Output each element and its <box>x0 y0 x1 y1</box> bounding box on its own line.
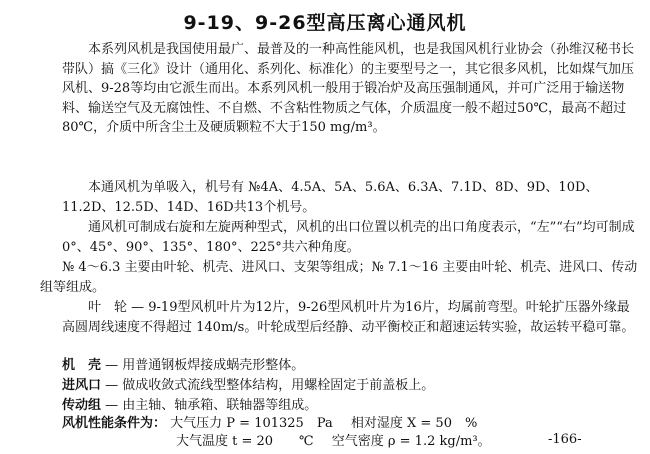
impeller-paragraph: 叶 轮 — 9-19型风机叶片为12片，9-26型风机叶片为16片，均属前弯型。叶轮扩压器外缘最高圆周线速度不得超过 140m/s。叶轮成型后经静、动平衡校正和超速运转实验，故运转平稳可靠。 <box>62 300 635 335</box>
component-dash: — <box>105 358 119 373</box>
component-label: 传动组 <box>62 398 102 413</box>
component-text: 用普通钢板焊接成蜗壳形整体。 <box>122 358 305 373</box>
component-text: 做成收敛式流线型整体结构，用螺栓固定于前盖板上。 <box>122 378 435 393</box>
intro-paragraph: 本系列风机是我国使用最广、最普及的一种高性能风机，也是我国风机行业协会（孙维汉秘书长带队）搞《三化》设计（通用化、系列化、标准化）的主要型号之一，其它很多风机，比如煤气加压风机、9-28等均由它派生而出。本系列风机一般用于锻冶炉及高压强制通风，并可广泛用于输送物料、输送空气及无腐蚀性、不自燃、不含粘性物质之气体，介质温度一般不超过50℃，最高不超过80℃，介质中所含尘土及硬质颗粒不大于150 mg/m³。 <box>62 42 635 135</box>
model-numbers-paragraph: 本通风机为单吸入，机号有 №4A、4.5A、5A、5.6A、6.3A、7.1D、8D、9D、10D、11.2D、12.5D、14D、16D共13个机号。 <box>62 180 599 215</box>
temperature-value: 大气温度 t = 20 ℃ <box>176 434 314 449</box>
humidity-value: 相对湿度 X = 50 % <box>350 416 478 431</box>
conditions-label: 风机性能条件为： <box>62 416 167 431</box>
conditions-row-2 <box>176 432 546 451</box>
component-inlet <box>62 376 642 395</box>
component-text: 由主轴、轴承箱、联轴器等组成。 <box>122 398 318 413</box>
component-drive <box>62 396 642 415</box>
component-label: 机 壳 <box>62 358 102 373</box>
component-dash: — <box>105 378 119 393</box>
component-label: 进风口 <box>62 378 102 393</box>
conditions-row-1 <box>62 414 642 433</box>
component-casing <box>62 356 642 375</box>
rotation-paragraph: 通风机可制成右旋和左旋两种型式，风机的出口位置以机壳的出口角度表示，“左”“右”均可制成0°、45°、90°、135°、180°、225°共六种角度。 <box>62 220 635 255</box>
page-number: -166- <box>548 432 582 447</box>
component-dash: — <box>105 398 119 413</box>
density-value: 空气密度 ρ = 1.2 kg/m³。 <box>331 434 491 449</box>
page-title: 9-19、9-26型高压离心通风机 <box>183 12 467 34</box>
structure-paragraph: № 4～6.3 主要由叶轮、机壳、进风口、支架等组成；№ 7.1～16 主要由叶轮、机壳、进风口、传动组等组成。 <box>40 260 638 295</box>
pressure-value: 大气压力 P = 101325 Pa <box>170 416 333 431</box>
